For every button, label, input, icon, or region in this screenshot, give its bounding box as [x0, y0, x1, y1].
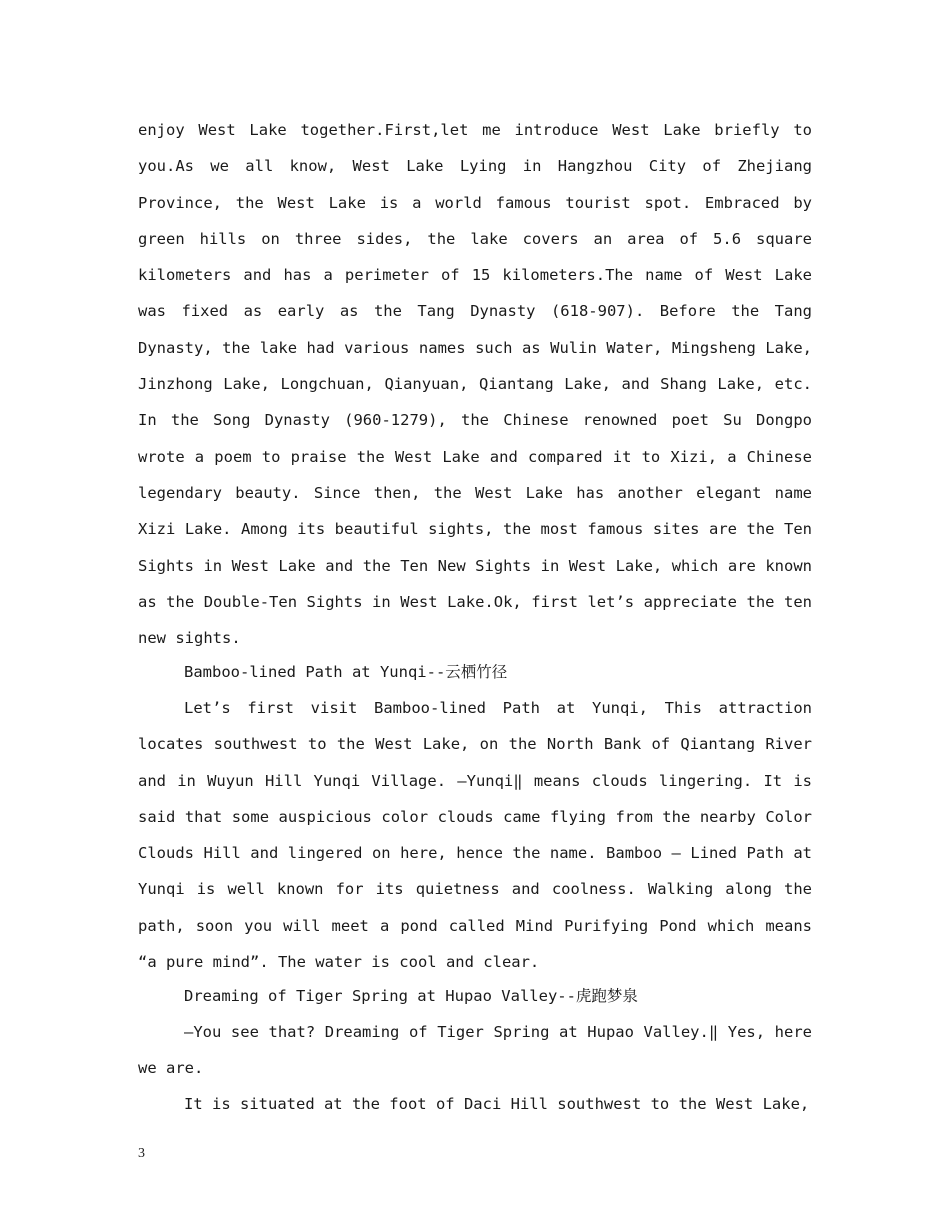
yunqi-paragraph: Let’s first visit Bamboo-lined Path at Yunqi, This attraction locates southwest to the West Lake, on the North Bank of Qiantang River and in Wuyun Hill Yunqi Village. ―Yunqi‖ means clouds lingering. It is said that some auspicious color clouds came flying from the nearby Color Clouds Hill and lingered on here, hence the name. Bamboo – Lined Path at Yunqi is well known for its quietness and coolness. Walking along the path, soon you will meet a pond called Mind Purifying Pond which means “a pure mind”. The water is cool and clear.: [138, 698, 812, 972]
section-heading-hupao: Dreaming of Tiger Spring at Hupao Valley--虎跑梦泉: [184, 987, 638, 1006]
hupao-paragraph: ―You see that? Dreaming of Tiger Spring at Hupao Valley.‖ Yes, here we are.: [138, 1022, 812, 1078]
hupao-location-paragraph: It is situated at the foot of Daci Hill southwest to the West Lake,: [184, 1095, 810, 1114]
page-body: [138, 112, 812, 1123]
intro-paragraph: enjoy West Lake together.First,let me introduce West Lake briefly to you.As we all know, West Lake Lying in Hangzhou City of Zhejiang Province, the West Lake is a world famous tourist spot. Embraced by green hills on three sides, the lake covers an area of 5.6 square kilometers and has a perimeter of 15 kilometers.The name of West Lake was fixed as early as the Tang Dynasty (618-907). Before the Tang Dynasty, the lake had various names such as Wulin Water, Mingsheng Lake, Jinzhong Lake, Longchuan, Qianyuan, Qiantang Lake, and Shang Lake, etc. In the Song Dynasty (960-1279), the Chinese renowned poet Su Dongpo wrote a poem to praise the West Lake and compared it to Xizi, a Chinese legendary beauty. Since then, the West Lake has another elegant name Xizi Lake. Among its beautiful sights, the most famous sites are the Ten Sights in West Lake and the Ten New Sights in West Lake, which are known as the Double-Ten Sights in West Lake.Ok, first let’s appreciate the ten new sights.: [138, 121, 812, 648]
section-heading-yunqi: Bamboo-lined Path at Yunqi--云栖竹径: [184, 663, 508, 682]
page-number: 3: [138, 1146, 145, 1161]
